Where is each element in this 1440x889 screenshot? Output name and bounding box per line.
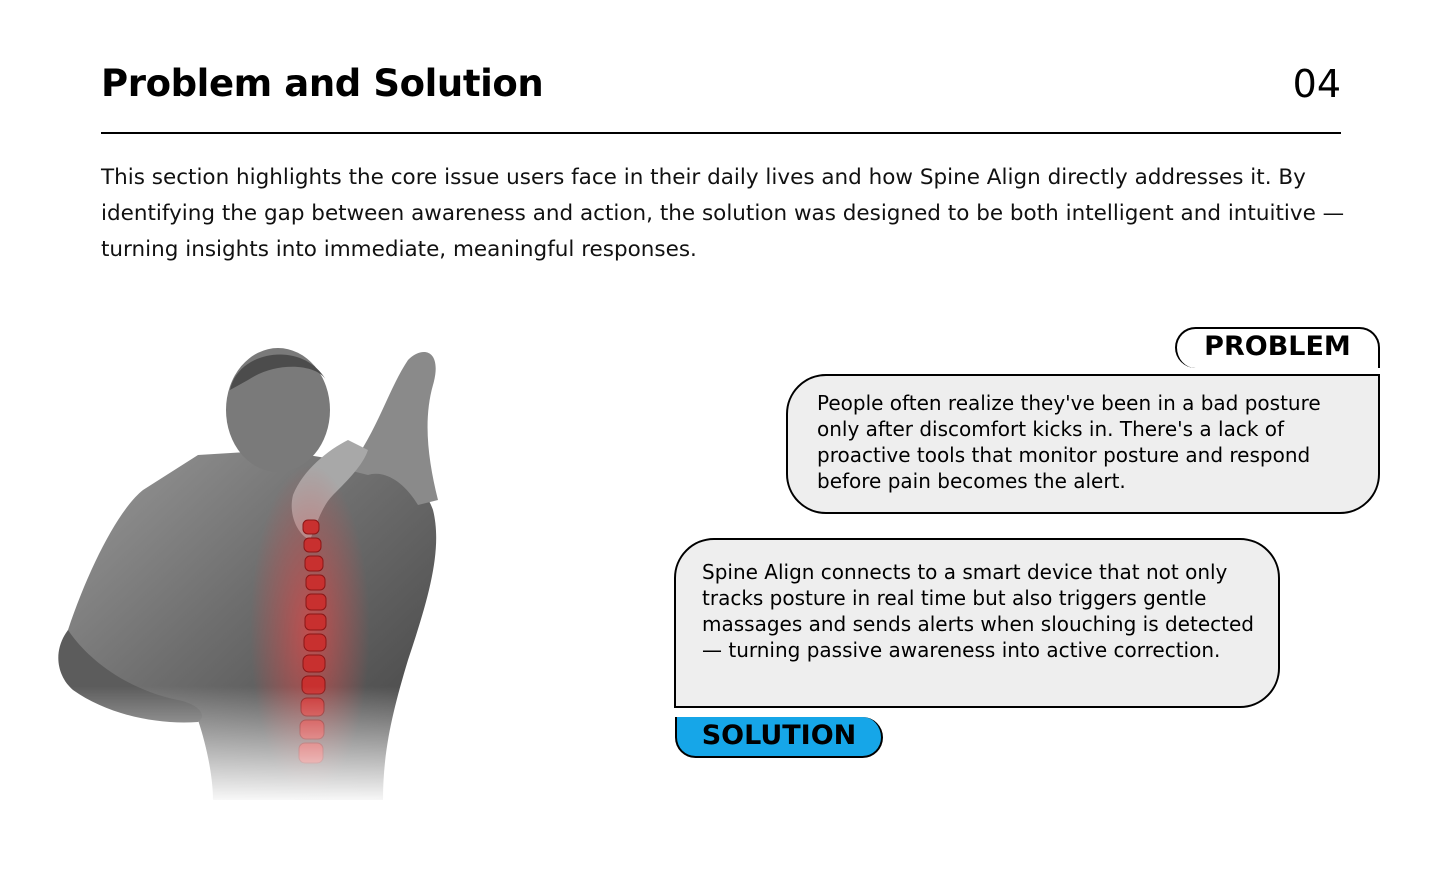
- header-divider: [101, 132, 1341, 134]
- problem-card: People often realize they've been in a bad posture only after discomfort kicks in. There's a lack of proactive tools that monitor posture and respond before pain becomes the alert.: [786, 374, 1380, 514]
- solution-card: Spine Align connects to a smart device that not only tracks posture in real time but also triggers gentle massages and sends alerts when slouching is detected — turning passive awareness into active correction.: [674, 538, 1280, 708]
- problem-label: PROBLEM: [1175, 327, 1380, 368]
- page-number: 04: [1292, 62, 1341, 106]
- back-pain-illustration: [48, 330, 468, 805]
- page-title: Problem and Solution: [101, 62, 544, 105]
- solution-label: SOLUTION: [675, 717, 883, 758]
- intro-paragraph: This section highlights the core issue users face in their daily lives and how Spine Align directly addresses it. By identifying the gap between awareness and action, the solution was designed to be both intelligent and intuitive — turning insights into immediate, meaningful responses.: [101, 165, 1345, 262]
